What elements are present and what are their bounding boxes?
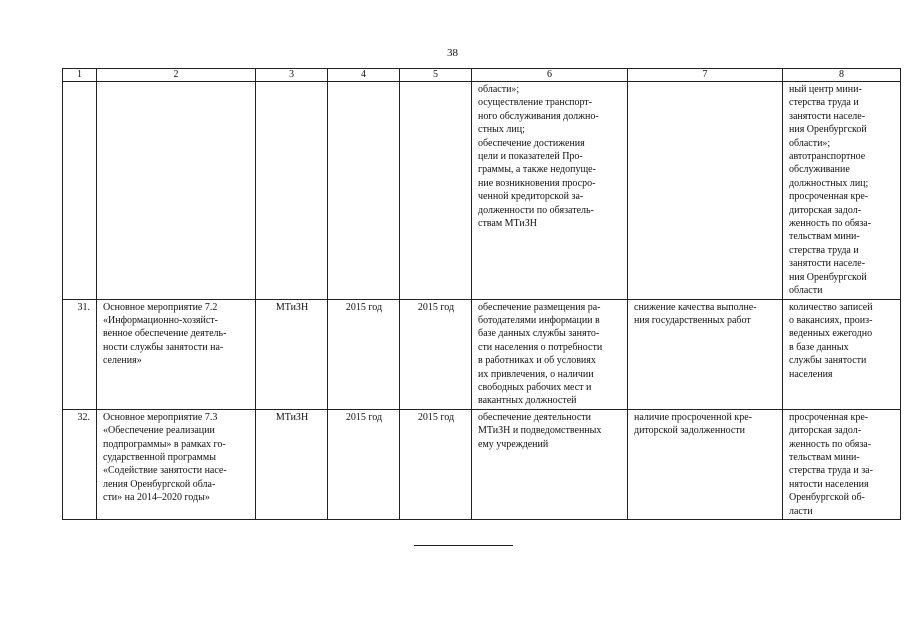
column-header: 4 bbox=[328, 69, 400, 82]
start-year bbox=[328, 82, 400, 300]
row-number bbox=[63, 82, 97, 300]
page-number: 38 bbox=[447, 47, 458, 59]
column-header: 1 bbox=[63, 69, 97, 82]
column-header: 8 bbox=[783, 69, 901, 82]
start-year: 2015 год bbox=[328, 409, 400, 519]
indicators: просроченная кре- диторская задол- женность по обяза- тельствам мини- стерства труда и за- нятости населения Оренбургской об- ласти bbox=[783, 409, 901, 519]
expected-result: обеспечение размещения ра- ботодателями информации в базе данных службы занято- сти населения о потребности в работниках и об условиях их привлечения, о наличии свободных рабочих мест и вакантных должностей bbox=[472, 299, 628, 409]
consequences: снижение качества выполне- ния государственных работ bbox=[628, 299, 783, 409]
executor: МТиЗН bbox=[256, 409, 328, 519]
column-header: 3 bbox=[256, 69, 328, 82]
indicators: ный центр мини- стерства труда и занятости населе- ния Оренбургской области»; автотранспортное обслуживание должностных лиц; просроченная кре- диторская задол- женность по обяза- тельствам мини- стерства труда и занятости населе- ния Оренбургской области bbox=[783, 82, 901, 300]
event-name: Основное мероприятие 7.3 «Обеспечение реализации подпрограммы» в рамках го- сударственной программы «Содействие занятости насе- ления Оренбургской обла- сти» на 2014–2020 годы» bbox=[97, 409, 256, 519]
end-year: 2015 год bbox=[400, 409, 472, 519]
footnote-divider bbox=[414, 545, 513, 546]
event-name: Основное мероприятие 7.2 «Информационно-хозяйст- венное обеспечение деятель- ности службы занятости на- селения» bbox=[97, 299, 256, 409]
indicators: количество записей о вакансиях, произ- веденных ежегодно в базе данных службы занятости населения bbox=[783, 299, 901, 409]
column-header: 2 bbox=[97, 69, 256, 82]
expected-result: области»; осуществление транспорт- ного обслуживания должно- стных лиц; обеспечение достижения цели и показателей Про- граммы, а также недопуще- ние возникновения просро- ченной кредиторской за- долженности по обязатель- ствам МТиЗН bbox=[472, 82, 628, 300]
executor: МТиЗН bbox=[256, 299, 328, 409]
expected-result: обеспечение деятельности МТиЗН и подведомственных ему учреждений bbox=[472, 409, 628, 519]
table-row bbox=[63, 299, 901, 409]
executor bbox=[256, 82, 328, 300]
table-header-row bbox=[63, 69, 901, 82]
events-table bbox=[62, 68, 901, 520]
table-row bbox=[63, 82, 901, 300]
row-number: 32. bbox=[63, 409, 97, 519]
consequences: наличие просроченной кре- диторской задолженности bbox=[628, 409, 783, 519]
row-number: 31. bbox=[63, 299, 97, 409]
column-header: 5 bbox=[400, 69, 472, 82]
consequences bbox=[628, 82, 783, 300]
start-year: 2015 год bbox=[328, 299, 400, 409]
end-year bbox=[400, 82, 472, 300]
column-header: 6 bbox=[472, 69, 628, 82]
event-name bbox=[97, 82, 256, 300]
end-year: 2015 год bbox=[400, 299, 472, 409]
table-row bbox=[63, 409, 901, 519]
column-header: 7 bbox=[628, 69, 783, 82]
